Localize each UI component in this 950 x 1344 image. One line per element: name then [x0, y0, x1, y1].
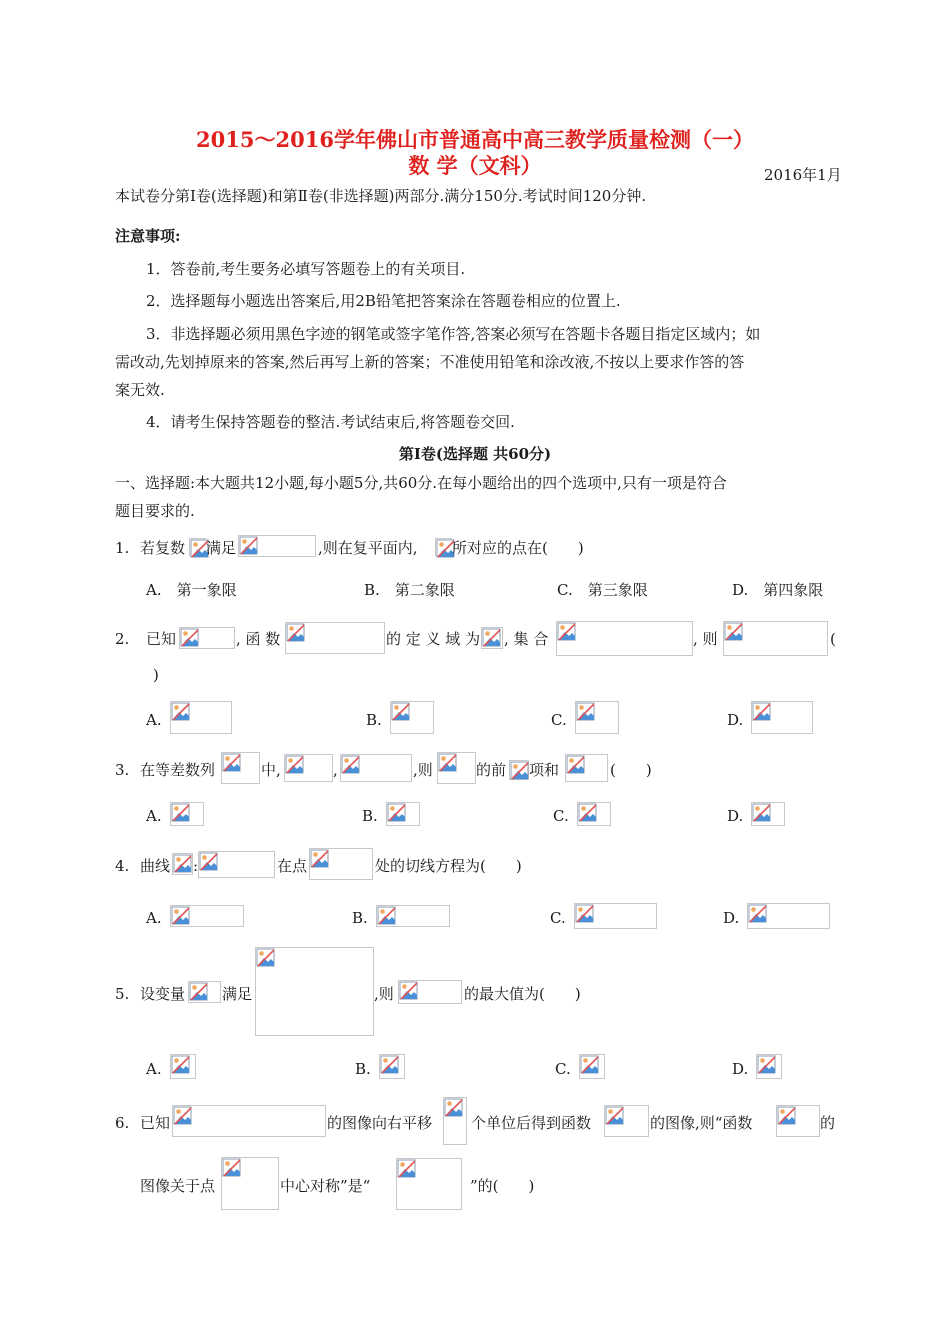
q1-text: 所对应的点在( )	[452, 539, 584, 557]
formula-image	[376, 905, 450, 927]
q1-text: 若复数	[140, 539, 186, 557]
formula-image	[284, 754, 333, 782]
formula-image	[747, 903, 830, 929]
q4-text: 处的切线方程为( )	[375, 857, 522, 875]
formula-image	[443, 1097, 467, 1145]
formula-image	[776, 1105, 820, 1137]
q2-option-a: A.	[146, 711, 162, 729]
q3-number: 3.	[115, 761, 130, 779]
q3-option-b: B.	[362, 807, 378, 825]
formula-image	[437, 752, 476, 784]
q1-option-a: A. 第一象限	[146, 581, 237, 599]
q5-option-a: A.	[146, 1060, 162, 1078]
notes-heading: 注意事项:	[115, 227, 181, 245]
q2-text: , 则	[693, 630, 718, 648]
q4-text: 在点	[277, 857, 308, 875]
q3-option-a: A.	[146, 807, 162, 825]
formula-image	[379, 1054, 405, 1079]
formula-image	[170, 1054, 196, 1079]
q5-text: 设变量	[140, 985, 186, 1003]
formula-image	[179, 627, 235, 649]
note-3-line2: 需改动,先划掉原来的答案,然后再写上新的答案；不准使用铅笔和涂改液,不按以上要求作答的答	[115, 353, 745, 371]
formula-image	[575, 701, 619, 734]
exam-date: 2016年1月	[764, 166, 842, 184]
q3-option-c: C.	[553, 807, 569, 825]
formula-image	[577, 802, 611, 826]
section-instructions-line2: 题目要求的.	[115, 502, 195, 520]
q2-text: , 集 合	[504, 630, 549, 648]
section-instructions-line1: 一、选择题:本大题共12小题,每小题5分,共60分.在每小题给出的四个选项中,只有一项是符合	[115, 474, 727, 492]
exam-title: 2015～2016学年佛山市普通高中高三教学质量检测（一）	[196, 127, 754, 152]
intro-text: 本试卷分第Ⅰ卷(选择题)和第Ⅱ卷(非选择题)两部分.满分150分.考试时间120分钟.	[115, 187, 647, 205]
formula-image	[565, 754, 608, 782]
q3-text: ,则	[413, 761, 433, 779]
q5-option-b: B.	[355, 1060, 371, 1078]
q6-text: 已知	[140, 1114, 171, 1132]
q5-number: 5.	[115, 985, 130, 1003]
q2-text: 已知	[146, 630, 177, 648]
formula-image	[221, 752, 260, 784]
formula-image	[390, 701, 434, 734]
q3-text: ,	[333, 761, 338, 779]
q2-option-b: B.	[366, 711, 382, 729]
q1-text: 满足	[206, 539, 237, 557]
note-3-line3: 案无效.	[115, 381, 165, 399]
q6-text: 图像关于点	[140, 1177, 216, 1195]
formula-image	[172, 853, 193, 875]
q6-text: 的	[820, 1114, 836, 1132]
q4-option-c: C.	[550, 909, 566, 927]
q2-option-d: D.	[727, 711, 744, 729]
formula-image	[170, 802, 204, 826]
formula-image	[579, 1054, 605, 1079]
formula-image	[172, 1105, 326, 1137]
q5-text: 的最大值为( )	[464, 985, 581, 1003]
formula-image	[396, 1158, 462, 1210]
q1-number: 1.	[115, 539, 130, 557]
q4-option-b: B.	[352, 909, 368, 927]
q3-text: 在等差数列	[140, 761, 216, 779]
q2-number: 2.	[115, 630, 130, 648]
formula-image	[340, 754, 412, 782]
q3-text: ( )	[610, 761, 652, 779]
q2-text: )	[153, 666, 159, 684]
exam-subtitle: 数 学（文科）	[408, 153, 542, 178]
q2-text: 的 定 义 域 为	[386, 630, 481, 648]
formula-image	[751, 802, 785, 826]
formula-image	[221, 1157, 279, 1210]
formula-image	[188, 981, 221, 1003]
formula-image	[170, 905, 244, 927]
q3-option-d: D.	[727, 807, 744, 825]
formula-image	[398, 980, 462, 1004]
formula-image	[238, 535, 316, 557]
q5-text: 满足	[222, 985, 253, 1003]
q2-text: , 函 数	[236, 630, 281, 648]
q4-number: 4.	[115, 857, 130, 875]
q5-option-d: D.	[732, 1060, 749, 1078]
q2-text: (	[830, 630, 836, 648]
note-4: 4．请考生保持答题卷的整洁.考试结束后,将答题卷交回.	[146, 413, 515, 431]
q6-text: ”的( )	[470, 1177, 535, 1195]
q1-option-d: D. 第四象限	[732, 581, 824, 599]
formula-image	[556, 621, 693, 656]
formula-image	[255, 947, 374, 1036]
q6-number: 6.	[115, 1114, 130, 1132]
q5-option-c: C.	[555, 1060, 571, 1078]
q6-text: 中心对称”是“	[280, 1177, 371, 1195]
q4-text: :	[193, 857, 199, 875]
q1-option-c: C. 第三象限	[557, 581, 648, 599]
q1-text: ,则在复平面内,	[318, 539, 418, 557]
formula-image	[751, 701, 813, 734]
q6-text: 的图像向右平移	[327, 1114, 433, 1132]
formula-image	[198, 851, 275, 878]
q3-text: 项和	[529, 761, 560, 779]
q1-option-b: B. 第二象限	[364, 581, 455, 599]
section-title: 第Ⅰ卷(选择题 共60分)	[398, 445, 552, 463]
formula-image	[386, 802, 420, 826]
formula-image	[509, 760, 529, 780]
note-1: 1．答卷前,考生要务必填写答题卷上的有关项目.	[146, 260, 466, 278]
formula-image	[604, 1105, 649, 1137]
formula-image	[189, 538, 206, 556]
note-3-line1: 3．非选择题必须用黑色字迹的钢笔或签字笔作答,答案必须写在答题卡各题目指定区域内；如	[146, 325, 761, 343]
formula-image	[285, 622, 385, 654]
note-2: 2．选择题每小题选出答案后,用2B铅笔把答案涂在答题卷相应的位置上.	[146, 292, 621, 310]
formula-image	[170, 701, 232, 734]
formula-image	[756, 1054, 782, 1079]
q4-text: 曲线	[140, 857, 171, 875]
q6-text: 个单位后得到函数	[471, 1114, 592, 1132]
formula-image	[481, 627, 503, 649]
q2-option-c: C.	[551, 711, 567, 729]
q3-text: 的前	[476, 761, 507, 779]
formula-image	[723, 621, 828, 656]
formula-image	[574, 903, 657, 929]
q6-text: 的图像,则“函数	[650, 1114, 753, 1132]
formula-image	[309, 848, 373, 880]
q4-option-a: A.	[146, 909, 162, 927]
q4-option-d: D.	[723, 909, 740, 927]
q3-text: 中,	[261, 761, 281, 779]
q5-text: ,则	[374, 985, 394, 1003]
formula-image	[435, 538, 452, 556]
